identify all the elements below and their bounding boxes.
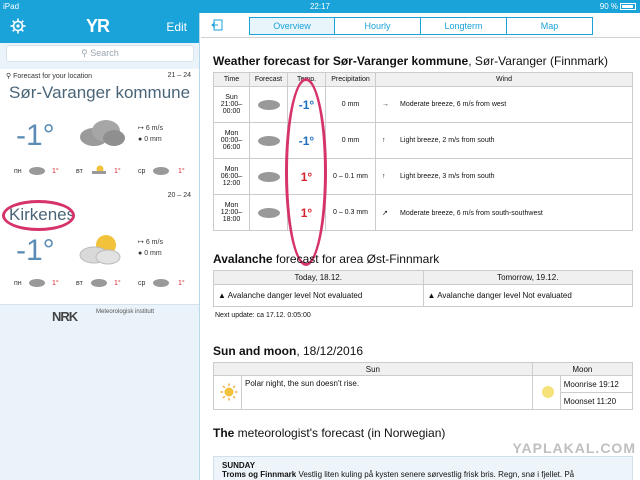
wind-speed: 6 m/s: [145, 239, 163, 246]
device-label: iPad: [3, 2, 20, 11]
col-sun: Sun: [214, 363, 533, 376]
time-cell: Mon 12:00– 18:00: [214, 195, 250, 231]
day-temp: 1°: [114, 168, 121, 175]
cloud-icon: [152, 277, 170, 287]
wind-arrow-icon: ↗: [382, 209, 388, 217]
sun-cloud-icon: [90, 165, 108, 175]
time-cell: Sun 21:00– 00:00: [214, 87, 250, 123]
col-today: Today, 18.12.: [214, 271, 424, 285]
col-wind: Wind: [376, 73, 633, 87]
sidebar-toggle-icon[interactable]: [211, 19, 223, 31]
precip-cell: 0 mm: [326, 87, 376, 123]
avalanche-table: [213, 270, 633, 307]
current-temp: -1°: [16, 119, 55, 152]
moon-icon-cell: [532, 376, 560, 410]
main-content: [201, 38, 640, 480]
table-row: [214, 123, 633, 159]
watermark-text: YAPLAKAL.COM: [512, 440, 636, 456]
clock: 22:17: [309, 2, 331, 11]
sun-text: Polar night, the sun doesn't rise.: [242, 376, 533, 410]
wind-arrow-icon: ↑: [382, 173, 386, 180]
avalanche-cell: ▲ Avalanche danger level Not evaluated: [423, 285, 633, 307]
wind-icon: ↦: [138, 125, 144, 132]
table-row: [214, 376, 633, 393]
sun-icon: [220, 383, 238, 401]
next-update: Next update: ca 17.12. 0:05:00: [215, 312, 311, 319]
day-temp: 1°: [52, 280, 59, 287]
location-card-current[interactable]: [0, 69, 199, 195]
time-cell: Mon 06:00– 12:00: [214, 159, 250, 195]
day-label: пн: [14, 280, 22, 287]
cloud-icon: [152, 165, 170, 175]
precipitation: 0 mm: [144, 250, 162, 257]
tab-map[interactable]: Map: [507, 17, 593, 35]
cloud-icon: [257, 206, 281, 218]
sun-icon-cell: [214, 376, 242, 410]
edit-button[interactable]: Edit: [166, 20, 187, 34]
top-tab-bar: [201, 13, 640, 38]
col-moon: Moon: [532, 363, 632, 376]
cloud-icon: [257, 170, 281, 182]
temp-cell: 1°: [288, 159, 326, 195]
table-row: [214, 87, 633, 123]
sidebar: [0, 13, 200, 480]
wind-cell: [376, 87, 633, 123]
table-row: [214, 159, 633, 195]
forecast-day: SUNDAY: [222, 461, 256, 470]
day-label: ср: [138, 168, 146, 175]
table-row: [214, 285, 633, 307]
wind-precip-block: [138, 123, 163, 145]
table-row: [214, 195, 633, 231]
highlight-oval-annotation: [2, 200, 75, 231]
weather-title: Weather forecast for Sør-Varanger kommune, Sør-Varanger (Finnmark): [213, 54, 608, 68]
view-tabs: [249, 17, 593, 35]
wind-cell: [376, 195, 633, 231]
drop-icon: ●: [138, 136, 143, 143]
search-placeholder: Search: [90, 48, 119, 58]
card-time-range: 21 – 24: [167, 72, 191, 79]
moon-icon: [541, 385, 555, 399]
location-pin-row: [6, 72, 92, 80]
nrk-logo: NRK: [52, 309, 78, 324]
partly-cloudy-icon: [76, 233, 126, 265]
col-temp: Temp.: [288, 73, 326, 87]
cloud-icon: [90, 277, 108, 287]
yr-logo: YR: [86, 16, 110, 36]
day-temp: 1°: [178, 168, 185, 175]
avalanche-title: Avalanche forecast for area Øst-Finnmark: [213, 252, 440, 266]
tab-hourly[interactable]: Hourly: [335, 17, 421, 35]
day-temp: 1°: [114, 280, 121, 287]
precipitation: 0 mm: [144, 136, 162, 143]
forecast-cell: [250, 159, 288, 195]
temp-cell: -1°: [288, 87, 326, 123]
wind-arrow-icon: →: [382, 101, 389, 108]
precip-cell: 0 mm: [326, 123, 376, 159]
col-time: Time: [214, 73, 250, 87]
col-forecast: Forecast: [250, 73, 288, 87]
moonset: Moonset 11:20: [560, 393, 632, 410]
forecast-text: Troms og Finnmark Vestlig liten kuling på kysten senere sørvestlig frisk bris. Regn, snø i fjellet. På: [222, 470, 575, 479]
tab-overview[interactable]: Overview: [249, 17, 335, 35]
avalanche-cell: ▲ Avalanche danger level Not evaluated: [214, 285, 424, 307]
avalanche-warning-icon: ▲: [427, 291, 436, 300]
weather-table: [213, 72, 633, 231]
wind-text: Light breeze, 2 m/s from south: [400, 137, 495, 144]
battery-icon: [620, 3, 636, 10]
cloud-icon: [28, 277, 46, 287]
col-tomorrow: Tomorrow, 19.12.: [423, 271, 633, 285]
location-name: Kirkenes: [9, 205, 76, 224]
wind-text: Light breeze, 3 m/s from south: [400, 173, 495, 180]
card-time-range: 20 – 24: [167, 192, 191, 199]
forecast-cell: [250, 123, 288, 159]
drop-icon: ●: [138, 250, 143, 257]
wind-text: Moderate breeze, 6 m/s from west: [400, 101, 507, 108]
wind-cell: [376, 159, 633, 195]
wind-cell: [376, 123, 633, 159]
search-icon: ⚲: [81, 48, 88, 58]
time-cell: Mon 00:00– 06:00: [214, 123, 250, 159]
forecast-cell: [250, 195, 288, 231]
precip-cell: 0 – 0.3 mm: [326, 195, 376, 231]
forecast-cell: [250, 87, 288, 123]
met-logo: Meteorologisk institutt: [96, 309, 155, 315]
col-precip: Precipitation: [326, 73, 376, 87]
pin-icon: ⚲: [6, 73, 12, 80]
cloud-icon: [257, 134, 281, 146]
cloud-icon: [257, 98, 281, 110]
temp-cell: -1°: [288, 123, 326, 159]
sidebar-header: [0, 13, 199, 43]
day-label: вт: [76, 280, 83, 287]
tab-longterm[interactable]: Longterm: [421, 17, 507, 35]
moonrise: Moonrise 19:12: [560, 376, 632, 393]
temp-highlight-oval-annotation: [285, 78, 327, 266]
wind-icon: ↦: [138, 239, 144, 246]
current-temp: -1°: [16, 234, 55, 267]
sunmoon-table: [213, 362, 633, 410]
day-temp: 1°: [52, 168, 59, 175]
wind-text: Moderate breeze, 6 m/s from south-southwest: [400, 209, 543, 217]
cloud-icon: [28, 165, 46, 175]
location-name: Sør-Varanger kommune: [9, 83, 191, 102]
meteorologist-title: The meteorologist's forecast (in Norwegian): [213, 426, 446, 440]
precip-cell: 0 – 0.1 mm: [326, 159, 376, 195]
cloud-icon: [76, 119, 126, 147]
avalanche-warning-icon: ▲: [218, 291, 226, 300]
day-temp: 1°: [178, 280, 185, 287]
status-bar: [0, 0, 640, 13]
day-label: ср: [138, 280, 146, 287]
wind-arrow-icon: ↑: [382, 137, 386, 144]
sunmoon-title: Sun and moon, 18/12/2016: [213, 344, 364, 358]
wind-precip-block: [138, 237, 163, 259]
wind-speed: 6 m/s: [145, 125, 163, 132]
gear-icon[interactable]: [10, 18, 26, 34]
card-subtitle: Forecast for your location: [13, 73, 93, 80]
day-label: пн: [14, 168, 22, 175]
meteorologist-forecast-box: [213, 456, 633, 480]
temp-cell: 1°: [288, 195, 326, 231]
battery-status: [600, 2, 636, 11]
battery-percent: 90 %: [599, 2, 618, 11]
day-label: вт: [76, 168, 83, 175]
table-header: [214, 73, 633, 87]
search-input[interactable]: [6, 45, 194, 62]
